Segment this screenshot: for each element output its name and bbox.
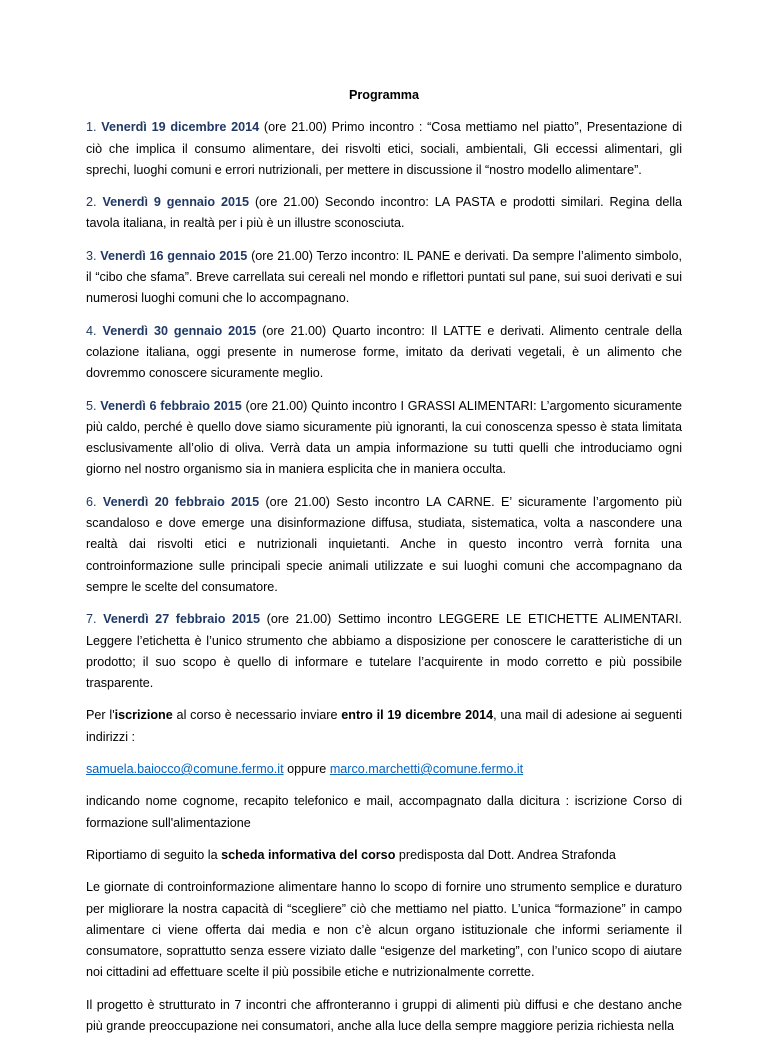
riportiamo-paragraph [86, 845, 682, 866]
item-date: Venerdì 20 febbraio 2015 [102, 494, 260, 509]
item-date: Venerdì 16 gennaio 2015 [100, 248, 248, 263]
item-number: 1. [86, 120, 97, 135]
iscrizione-bold: iscrizione [114, 708, 173, 723]
item-date: Venerdì 30 gennaio 2015 [102, 323, 257, 338]
item-text: (ore 21.00) Sesto incontro LA CARNE. E’ sicuramente l’argomento più scandaloso e dove emerge una disinformazione diffusa, studiata, sistematica, volta a nascondere una realtà dai risvolti etici e nutrizionali inquietanti. Anche in questo incontro verrà fornita una controinformazione sulle principali specie animali utilizzate e sui luoghi comuni che accompagnano da sempre le scelte del consumatore. [86, 494, 682, 594]
progetto-paragraph: Il progetto è strutturato in 7 incontri che affronteranno i gruppi di alimenti più diffusi e che destano anche più grande preoccupazione nei consumatori, anche alla luce della sempre maggiore perizia richiesta nella [86, 997, 682, 1033]
item-date: Venerdì 27 febbraio 2015 [103, 612, 261, 627]
email-separator: oppure [283, 762, 330, 777]
item-text: (ore 21.00) Terzo incontro: IL PANE e derivati. Da sempre l’alimento simbolo, il “cibo che sfama”. Breve carrellata sui cereali nel mondo e riflettori puntati sul pane, sui suoi derivati e sui numerosi luoghi comuni che lo accompagnano. [86, 248, 682, 306]
item-number: 3. [86, 248, 97, 263]
iscrizione-paragraph [86, 705, 682, 748]
program-item-3 [86, 246, 682, 310]
item-number: 4. [86, 323, 97, 338]
item-date: Venerdì 19 dicembre 2014 [101, 120, 260, 135]
riportiamo-text-post: predisposta dal Dott. Andrea Strafonda [395, 847, 616, 862]
email-link-marchetti[interactable]: marco.marchetti@comune.fermo.it [329, 762, 524, 777]
item-text: (ore 21.00) Secondo incontro: LA PASTA e prodotti similari. Regina della tavola italiana, in realtà per i più è un illustre sconosciuta. [86, 195, 682, 231]
iscrizione-deadline: entro il 19 dicembre 2014 [341, 708, 494, 723]
giornate-paragraph: Le giornate di controinformazione alimentare hanno lo scopo di fornire uno strumento semplice e duraturo per migliorare la nostra capacità di “scegliere” ciò che mettiamo nel piatto. L’unica “formazione” in campo alimentare ci viene offerta dai media e non c’è alcun organo istituzionale che informi seriamente il consumatore, soprattutto senza essere viziato dalle “esigenze del marketing”, con l’unico scopo di aiutare noi cittadini ad effettuare scelte il più possibile etiche e nutrizionalmente corrette. [86, 880, 682, 980]
item-number: 6. [86, 494, 97, 509]
page-title: Programma [349, 88, 419, 102]
email-paragraph [86, 759, 682, 780]
item-number: 2. [86, 195, 97, 210]
program-item-5 [86, 396, 682, 481]
item-date: Venerdì 9 gennaio 2015 [102, 195, 250, 210]
program-item-7 [86, 609, 682, 694]
item-date: Venerdì 6 febbraio 2015 [100, 398, 242, 413]
item-text: (ore 21.00) Settimo incontro LEGGERE LE ETICHETTE ALIMENTARI. Leggere l’etichetta è l’unico strumento che abbiamo a disposizione per conoscere le caratteristiche di un prodotto; il suo scopo è quello di informare e tutelare l’acquirente in modo corretto e più possibile trasparente. [86, 612, 683, 691]
email-link-baiocco[interactable]: samuela.baiocco@comune.fermo.it [86, 762, 284, 777]
item-text: (ore 21.00) Quinto incontro I GRASSI ALIMENTARI: L’argomento sicuramente più caldo, perché è quello dove siamo sicuramente più ignoranti, la cui conoscenza spesso è stata limitata esclusivamente all’olio di oliva. Verrà data un ampia informazione su tutti quelli che introduciamo ogni giorno nel nostro organismo sia in maniera esplicita che in maniera occulta. [86, 398, 682, 477]
item-number: 7. [86, 612, 97, 627]
program-item-1 [86, 117, 682, 181]
iscrizione-text-pre: Per l' [86, 708, 115, 723]
item-text: (ore 21.00) Quarto incontro: Il LATTE e derivati. Alimento centrale della colazione italiana, oggi presente in numerose forme, imitato da derivati vegetali, è un alimento che dovremmo conoscere sicuramente meglio. [86, 323, 682, 381]
item-text: (ore 21.00) Primo incontro : “Cosa mettiamo nel piatto”, Presentazione di ciò che implica il consumo alimentare, dei risvolti etici, sociali, ambientali, Gli eccessi alimentari, gli sprechi, luoghi comuni e errori nutrizionali, per mettere in discussione il “nostro modello alimentare”. [86, 120, 683, 177]
indicando-paragraph: indicando nome cognome, recapito telefonico e mail, accompagnato dalla dicitura : iscrizione Corso di formazione sull'alimentazione [86, 794, 682, 830]
item-number: 5. [86, 398, 97, 413]
program-item-6 [86, 492, 682, 598]
iscrizione-text-mid: al corso è necessario inviare [172, 708, 342, 723]
document-page [86, 85, 682, 1048]
riportiamo-text-pre: Riportiamo di seguito la [86, 847, 222, 862]
program-item-4 [86, 321, 682, 385]
program-item-2 [86, 192, 682, 235]
riportiamo-bold: scheda informativa del corso [221, 847, 396, 862]
iscrizione-text-post: , una mail di adesione ai seguenti indirizzi : [86, 708, 682, 744]
